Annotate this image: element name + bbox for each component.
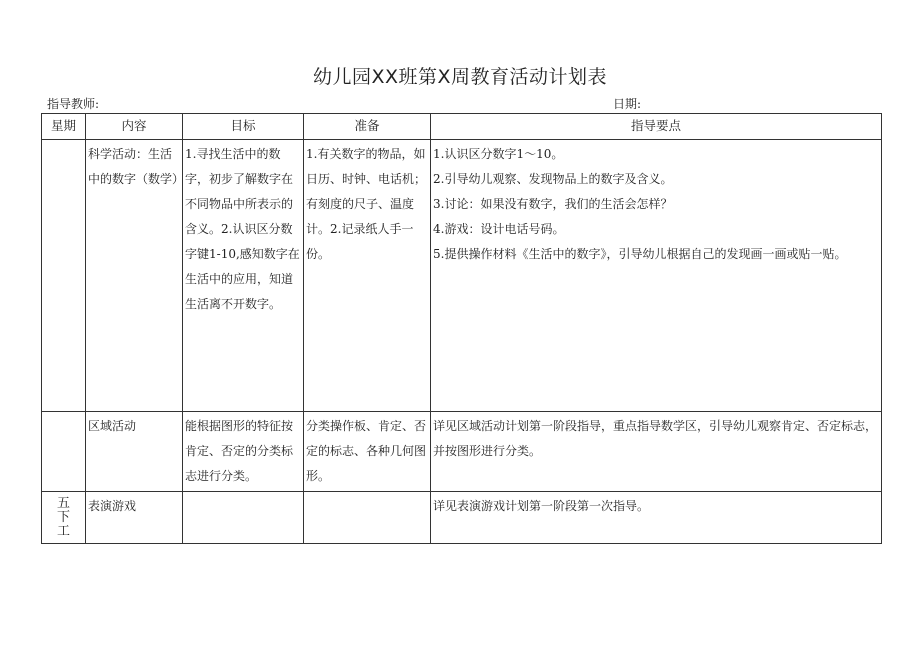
point-item: 5.提供操作材料《生活中的数字》，引导幼儿根据自己的发现画一画或贴一贴。 [433, 247, 847, 261]
goal-cell [183, 492, 304, 544]
points-cell: 详见区域活动计划第一阶段指导，重点指导数学区，引导幼儿观察肯定、否定标志，并按图形进行分类。 [431, 412, 882, 492]
goal-cell: 能根据图形的特征按肯定、否定的分类标志进行分类。 [183, 412, 304, 492]
page-title: 幼儿园XX班第X周教育活动计划表 [312, 66, 608, 88]
header-prep: 准备 [304, 114, 431, 140]
point-item: 4.游戏：设计电话号码。 [433, 222, 565, 236]
content-cell: 区域活动 [86, 412, 183, 492]
table-row [42, 140, 882, 412]
points-cell [431, 140, 882, 412]
prep-cell: 1.有关数字的物品，如日历、时钟、电话机；有刻度的尺子、温度计。2.记录纸人手一份。 [304, 140, 431, 412]
header-goal: 目标 [183, 114, 304, 140]
day-cell-empty [42, 412, 86, 492]
activity-plan-table [41, 113, 882, 544]
prep-cell [304, 492, 431, 544]
table-row [42, 492, 882, 544]
header-points: 指导要点 [431, 114, 882, 140]
weekday-label: 五下工 [56, 495, 70, 539]
prep-cell: 分类操作板、肯定、否定的标志、各种几何图形。 [304, 412, 431, 492]
points-cell: 详见表演游戏计划第一阶段第一次指导。 [431, 492, 882, 544]
teacher-label: 指导教师: [47, 97, 100, 111]
content-cell: 表演游戏 [86, 492, 183, 544]
date-label: 日期: [613, 97, 642, 111]
header-content: 内容 [86, 114, 183, 140]
weekday-cell [42, 492, 86, 544]
content-cell: 科学活动：生活中的数字（数学） [86, 140, 183, 412]
header-weekday: 星期 [42, 114, 86, 140]
goal-cell: 1.寻找生活中的数字，初步了解数字在不同物品中所表示的含义。2.认识区分数字键1-10,感知数字在生活中的应用，知道生活离不开数字。 [183, 140, 304, 412]
point-item: 3.讨论：如果没有数字，我们的生活会怎样？ [433, 197, 673, 211]
day-cell-empty [42, 140, 86, 412]
table-row [42, 412, 882, 492]
point-item: 1.认识区分数字1～10。 [433, 147, 564, 161]
table-header-row [42, 114, 882, 140]
point-item: 2.引导幼儿观察、发现物品上的数字及含义。 [433, 172, 673, 186]
